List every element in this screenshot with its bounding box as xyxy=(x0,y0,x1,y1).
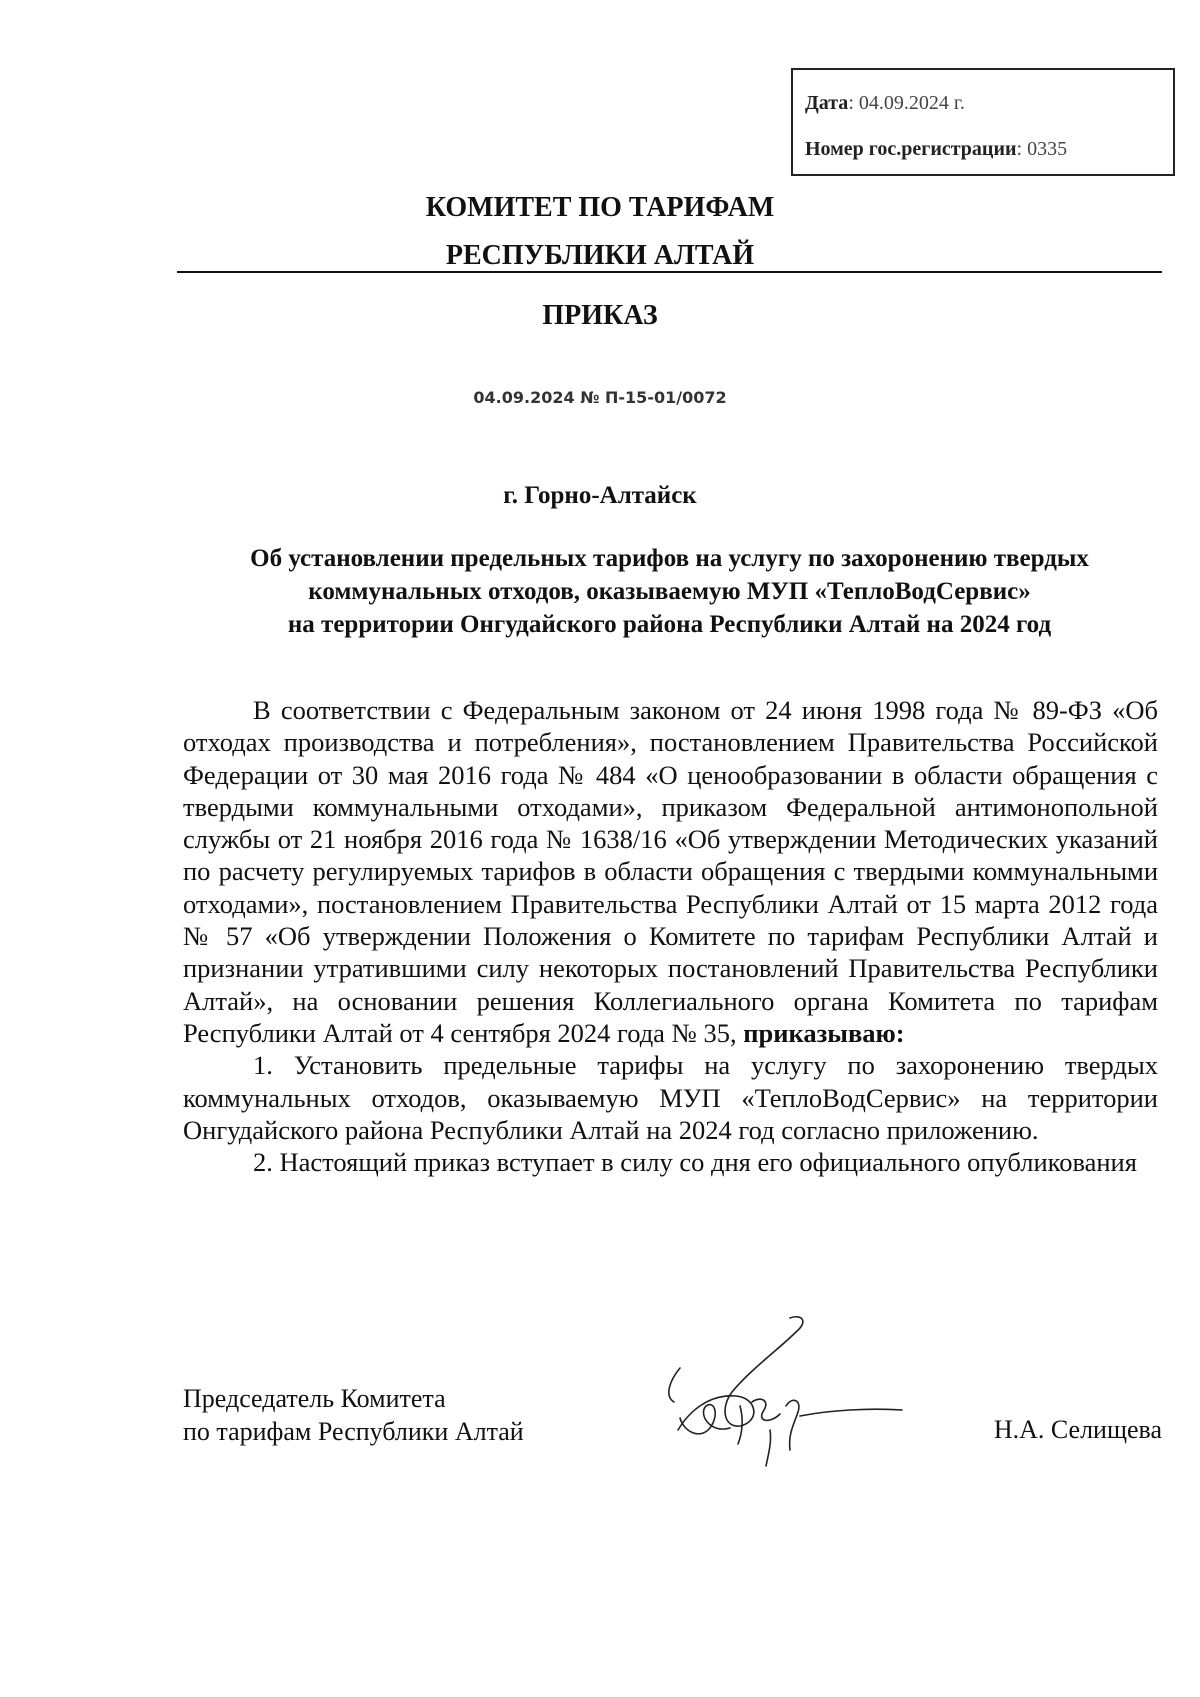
order-item-2: 2. Настоящий приказ вступает в силу со дня его официального опубликования xyxy=(253,1147,1137,1178)
handwritten-signature xyxy=(640,1310,920,1470)
registration-date xyxy=(805,88,1173,134)
signatory-position xyxy=(183,1382,524,1448)
signatory-position-line1: Председатель Комитета xyxy=(183,1384,446,1413)
registration-date-value: : 04.09.2024 г. xyxy=(848,92,965,114)
org-name-line2: РЕСПУБЛИКИ АЛТАЙ xyxy=(445,240,755,271)
order-item-1: 1. Установить предельные тарифы на услугу по захоронению твердых коммунальных отходов, оказываемую МУП «ТеплоВодСервис» на территории Онгудайского района Республики Алтай на 2024 год согласно приложению. xyxy=(183,1050,1158,1145)
registration-number xyxy=(805,134,1173,180)
document-subject xyxy=(177,542,1162,641)
order-number: 04.09.2024 № П-15-01/0072 xyxy=(473,388,727,407)
decree-word: приказываю: xyxy=(743,1017,905,1048)
registration-date-label: Дата xyxy=(805,92,849,114)
document-body xyxy=(183,694,1158,1178)
preamble-paragraph xyxy=(183,694,1158,1049)
signatory-name: Н.А. Селищева xyxy=(993,1415,1162,1444)
subject-line-2: коммунальных отходов, оказываемую МУП «ТеплоВодСервис» xyxy=(308,578,1031,605)
registration-stamp xyxy=(791,68,1175,176)
registration-number-label: Номер гос.регистрации xyxy=(805,138,1017,160)
preamble-text: В соответствии с Федеральным законом от 24 июня 1998 года № 89-ФЗ «Об отходах производства и потребления», постановлением Правительства Российской Федерации от 30 мая 2016 года № 484 «О ценообразовании в области обращения с твердыми коммунальными отходами», приказом Федеральной антимонопольной службы от 21 ноября 2016 года № 1638/16 «Об утверждении Методических указаний по расчету регулируемых тарифов в области обращения с твердыми коммунальными отходами», постановлением Правительства Республики Алтай от 15 марта 2012 года № 57 «Об утверждении Положения о Комитете по тарифам Республики Алтай и признании утратившими силу некоторых постановлений Правительства Республики Алтай», на основании решения Коллегиального органа Комитета по тарифам Республики Алтай от 4 сентября 2024 года № 35, xyxy=(183,695,1158,1048)
document-type: ПРИКАЗ xyxy=(542,300,658,331)
registration-number-value: : 0335 xyxy=(1016,138,1068,160)
header-divider xyxy=(177,271,1162,273)
subject-line-3: на территории Онгудайского района Республики Алтай на 2024 год xyxy=(287,611,1052,638)
signatory-position-line2: по тарифам Республики Алтай xyxy=(183,1417,524,1446)
org-name-line1: КОМИТЕТ ПО ТАРИФАМ xyxy=(425,192,775,223)
subject-line-1: Об установлении предельных тарифов на услугу по захоронению твердых xyxy=(250,545,1089,572)
issue-city: г. Горно-Алтайск xyxy=(503,482,697,509)
